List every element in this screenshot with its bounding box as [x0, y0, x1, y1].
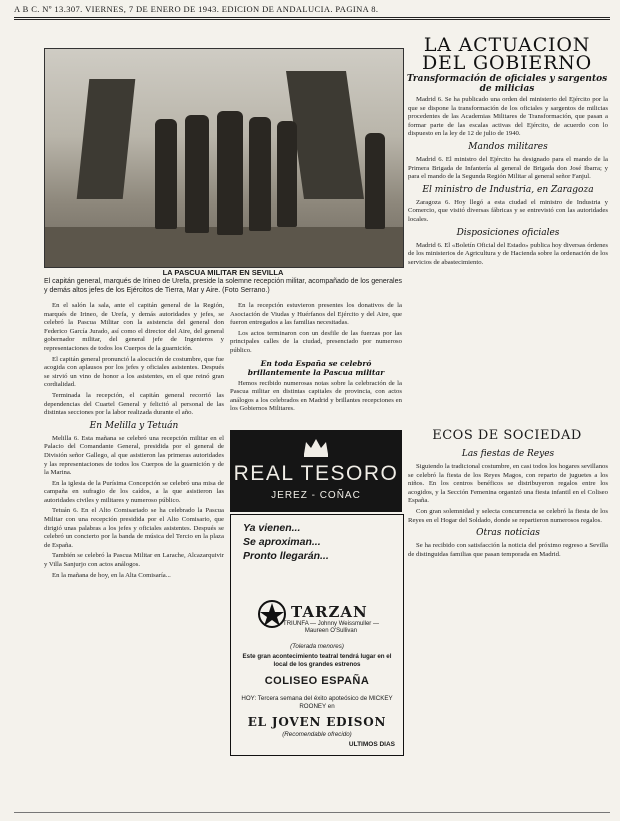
ad-tagline: JEREZ - COÑAC [271, 490, 361, 501]
news-photo [44, 48, 404, 268]
slogan-line: Ya vienen... [243, 522, 301, 534]
figure-shape [277, 121, 297, 227]
section-title: En toda España se celebró brillantemente la Pascua militar [247, 358, 385, 377]
page-bottom-rule [14, 812, 610, 813]
ad-hoy: HOY: Tercera semana del éxito apoteósico de MICKEY ROONEY en [241, 695, 393, 710]
header-rule [14, 17, 610, 18]
article-paragraph: En la mañana de hoy, en la Alta Comisaría... [52, 571, 171, 579]
crown-icon [302, 436, 330, 458]
film-title: TARZAN [291, 603, 368, 621]
ad-real-tesoro [230, 430, 402, 512]
flag-shape [286, 71, 364, 199]
figure-shape [217, 111, 243, 235]
article-paragraph: Madrid 6. El ministro del Ejército ha designado para el mando de la Primera Brigada de Infantería al general de Brigada don José Ibarra; y para el mando de la Segunda Región Militar al general señor Fanjul. [408, 155, 608, 181]
section-title: Disposiciones oficiales [456, 227, 560, 238]
article-paragraph: Tetuán 6. En el Alto Comisariado se ha celebrado la Pascua Militar con una recepción presidida por el Alto Comisario, que dirigió unas palabras a los jefes y oficiales asistentes. Después se celebró un concierto por la banda de música del Tercio en la plaza de España. [44, 507, 224, 549]
section-title: Las fiestas de Reyes [461, 449, 555, 459]
section-title: Otras noticias [476, 528, 540, 539]
right-column-upper [408, 96, 608, 426]
headline-deck: Transformación de oficiales y sargentos de milicias [406, 74, 608, 94]
article-paragraph: Se ha recibido con satisfacción la noticia del próximo regreso a Sevilla de distinguidas familias que pasan temporada en Madrid. [408, 542, 608, 558]
ad-note: Este gran acontecimiento teatral tendrá lugar en el local de los grandes estrenos [242, 653, 392, 668]
article-paragraph: Zaragoza 6. Hoy llegó a esta ciudad el ministro de Industria y Comercio, que visitó diversas fábricas y se entrevistó con las autoridades locales. [408, 198, 608, 223]
article-paragraph: Melilla 6. Esta mañana se celebró una recepción militar en el Palacio del Comandante General, presidida por el general de División señor Gallego, al que asistieron las primeras autoridades y las representaciones de todos los Cuerpos de la guarnición y de la Marina. [44, 434, 224, 477]
page-header: A B C. Nº 13.307. VIERNES, 7 DE ENERO DE 1943. EDICION DE ANDALUCIA. PAGINA 8. [14, 4, 379, 14]
article-paragraph: Con gran solemnidad y selecta concurrencia se celebró la fiesta de los Reyes en el Hogar del Soldado, donde se repartieron numerosos regalos. [408, 507, 608, 524]
cinema-name: COLISEO ESPAÑA [264, 675, 370, 687]
figure-shape [155, 119, 177, 229]
article-paragraph: Madrid 6. Se ha publicado una orden del ministerio del Ejército por la que se dispone la transformación de los oficiales y sargentos de milicias procedentes de las Academias Militares de Transformación, que pasan a formar parte de las escalas activas del Ejército, de acuerdo con lo dispuesto en la ley de 12 de julio de 1940. [408, 96, 608, 138]
film-recommendation: (Recomendable ofrecido) [282, 731, 352, 738]
article-paragraph: Hemos recibido numerosas notas sobre la celebración de la Pascua militar en distintas capitales de provincia, con actos análogos a los celebrados en Madrid y brillantes recepciones en los Gobiernos Militares. [230, 379, 402, 413]
last-days-label: ULTIMOS DIAS [348, 741, 395, 748]
header-rule-2 [14, 19, 610, 20]
society-headline: ECOS DE SOCIEDAD [432, 428, 582, 443]
article-paragraph: En la recepción estuvieron presentes los donativos de la Asociación de Viudas y Huérfanos del Ejército y del Aire, que fueron entregados a las familias necesitadas. [230, 302, 402, 327]
slogan-line: Pronto llegarán... [243, 550, 329, 562]
figure-shape [185, 115, 209, 233]
ad-cinema [230, 514, 404, 756]
ad-slogan [243, 521, 329, 563]
film-title-2: EL JOVEN EDISON [247, 715, 387, 729]
flag-shape [77, 79, 136, 199]
slogan-line: Se aproximan... [243, 536, 321, 548]
section-title: El ministro de Industria, en Zaragoza [422, 184, 594, 195]
headline: LA ACTUACION DEL GOBIERNO [422, 34, 592, 74]
article-paragraph: También se celebró la Pascua Militar en Larache, Alcazarquivir y Villa Sanjurjo con actos análogos. [44, 552, 224, 569]
right-column-lower [408, 446, 608, 810]
photo-caption-body: El capitán general, marqués de Irineo de Urefa, preside la solemne recepción militar, acompañado de los generales y demás altos jefes de los Ejércitos de Tierra, Mar y Aire. (Foto Serrano.) [44, 278, 402, 294]
photo-caption-title: LA PASCUA MILITAR EN SEVILLA [162, 268, 284, 277]
section-title: Mandos militares [468, 141, 548, 152]
article-paragraph: En el salón la sala, ante el capitán general de la Región, marqués de Irineo, de Urefa, y demás autoridades y jefes, se celebró la Pascua Militar con la asistencia del general don Federico García Jurado, así como el director del Aire, del general gobernador militar, del general jefe de Ingenieros y representaciones de todos los Cuerpos de la guarnición. [44, 302, 224, 352]
film-subtitle: TRIUNFA — Johnny Weissmuller — Maureen O'Sullivan [283, 621, 379, 634]
ad-brand: REAL TESORO [233, 462, 399, 485]
middle-column [230, 302, 402, 426]
section-title: En Melilla y Tetuán [89, 420, 179, 431]
article-paragraph: Terminada la recepción, el capitán general recorrió las dependencias del Cuartel General y felicitó al personal de las distintas secciones por la labor realizada durante el año. [44, 391, 224, 417]
left-column [44, 302, 224, 810]
article-paragraph: Los actos terminaron con un desfile de las fuerzas por las principales calles de la ciudad, presenciado por numeroso público. [230, 329, 402, 354]
film-rating: (Tolerada menores) [290, 643, 344, 650]
article-paragraph: Siguiendo la tradicional costumbre, en casi todos los hogares sevillanos se celebró la fiesta de los Reyes Magos, con reparto de juguetes a los niños. En los centros benéficos se distribuyeron regalos entre los acogidos, y la Sección Femenina organizó una fiesta infantil en el Coliseo España. [408, 463, 608, 505]
figure-shape [365, 133, 385, 229]
article-paragraph: El capitán general pronunció la alocución de costumbre, que fue acogida con aplausos por los jefes y oficiales asistentes. Después se sirvió un vino de honor a los asistentes, en el que reinó gran cordialidad. [44, 355, 224, 389]
figure-shape [249, 117, 271, 231]
article-paragraph: Madrid 6. El «Boletín Oficial del Estado» publica hoy diversas órdenes de los ministerios de Agricultura y de Hacienda sobre la ordenación de los servicios de abastecimiento. [408, 241, 608, 266]
article-paragraph: En la iglesia de la Purísima Concepción se celebró una misa de campaña en sufragio de los caídos, a la que asistieron las autoridades civiles y militares y numeroso público. [44, 479, 224, 504]
